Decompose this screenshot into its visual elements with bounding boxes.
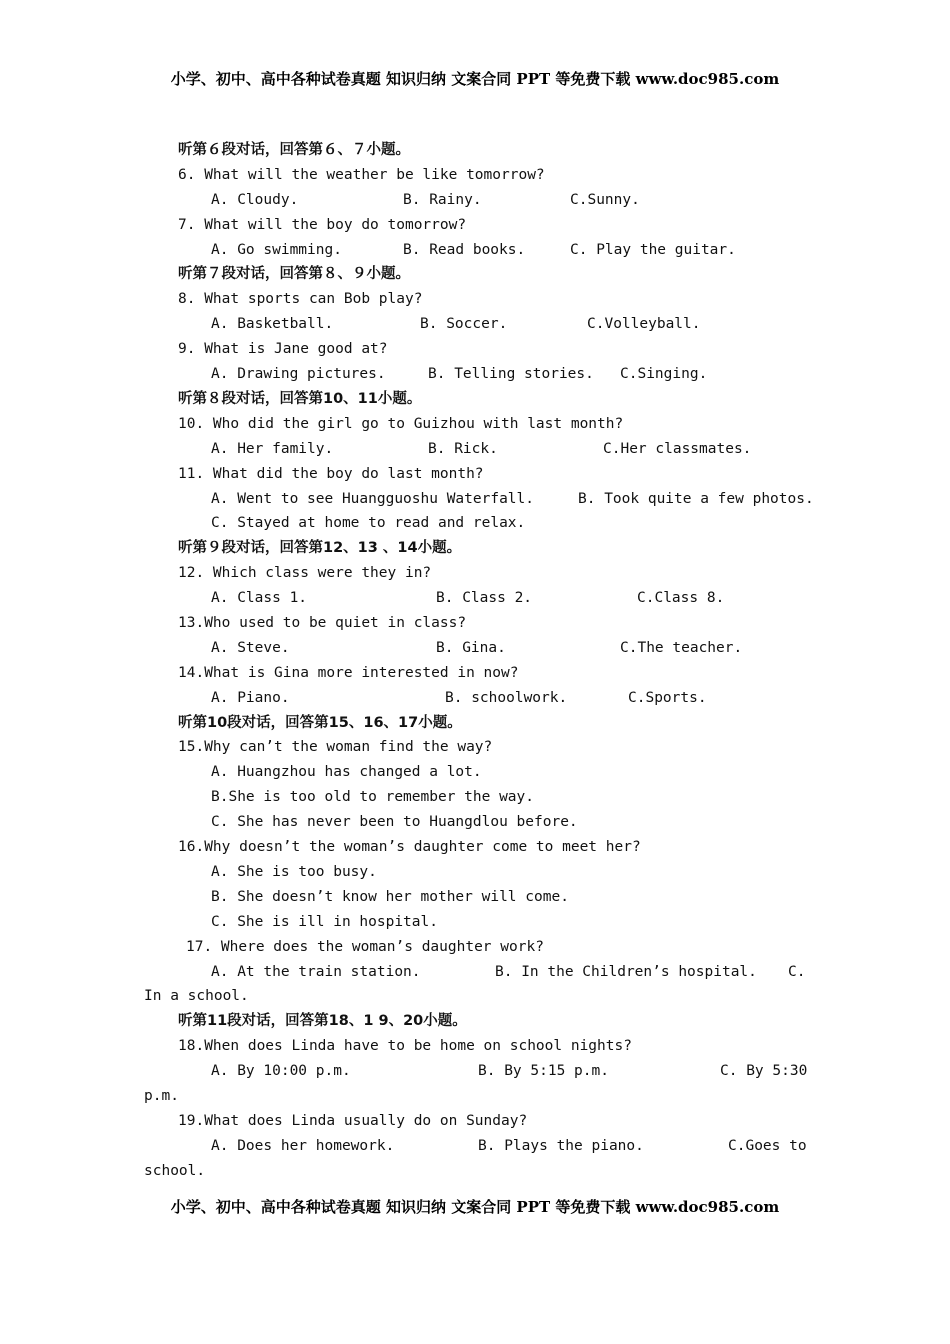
q9-option-a: A. Drawing pictures. [211,366,386,382]
q18-option-c-continued: p.m. [144,1088,179,1104]
q14-option-b: B. schoolwork. [445,690,568,706]
section-heading-9: 听第９段对话，回答第12、13 、14小题。 [178,540,462,556]
question-9: 9. What is Jane good at? [178,341,388,357]
q7-option-c: C. Play the guitar. [570,242,736,258]
page-header: 小学、初中、高中各种试卷真题 知识归纳 文案合同 PPT 等免费下载 www.doc985.com [170,70,780,88]
page-footer: 小学、初中、高中各种试卷真题 知识归纳 文案合同 PPT 等免费下载 www.doc985.com [170,1198,780,1216]
question-19: 19.What does Linda usually do on Sunday? [178,1113,528,1129]
question-12: 12. Which class were they in? [178,565,432,581]
question-10: 10. Who did the girl go to Guizhou with last month? [178,416,624,432]
question-11: 11. What did the boy do last month? [178,466,484,482]
q15-option-c: C. She has never been to Huangdlou before. [211,814,578,830]
q13-option-c: C.The teacher. [620,640,743,656]
question-13: 13.Who used to be quiet in class? [178,615,467,631]
q18-option-c: C. By 5:30 [720,1063,808,1079]
q7-option-b: B. Read books. [403,242,526,258]
question-14: 14.What is Gina more interested in now? [178,665,519,681]
q19-option-b: B. Plays the piano. [478,1138,644,1154]
q11-option-a: A. Went to see Huangguoshu Waterfall. [211,491,535,507]
q19-option-c: C.Goes to [728,1138,807,1154]
q15-option-b: B.She is too old to remember the way. [211,789,535,805]
section-heading-11: 听第11段对话，回答第18、1 9、20小题。 [178,1013,467,1029]
question-18: 18.When does Linda have to be home on school nights? [178,1038,632,1054]
q6-option-a: A. Cloudy. [211,192,299,208]
q12-option-c: C.Class 8. [637,590,725,606]
q8-option-b: B. Soccer. [420,316,508,332]
question-6: 6. What will the weather be like tomorrow? [178,167,545,183]
q19-option-a: A. Does her homework. [211,1138,395,1154]
q15-option-a: A. Huangzhou has changed a lot. [211,764,482,780]
q8-option-a: A. Basketball. [211,316,334,332]
q17-option-b: B. In the Children’s hospital. [495,964,757,980]
q9-option-b: B. Telling stories. [428,366,594,382]
section-heading-6: 听第６段对话，回答第６、７小题。 [178,142,410,158]
q16-option-c: C. She is ill in hospital. [211,914,438,930]
q10-option-c: C.Her classmates. [603,441,752,457]
q10-option-a: A. Her family. [211,441,334,457]
q18-option-a: A. By 10:00 p.m. [211,1063,351,1079]
section-heading-8: 听第８段对话，回答第10、11小题。 [178,391,422,407]
q14-option-a: A. Piano. [211,690,290,706]
question-17: 17. Where does the woman’s daughter work? [186,939,544,955]
q10-option-b: B. Rick. [428,441,498,457]
q11-option-c: C. Stayed at home to read and relax. [211,515,526,531]
question-16: 16.Why doesn’t the woman’s daughter come to meet her? [178,839,641,855]
question-8: 8. What sports can Bob play? [178,291,423,307]
q8-option-c: C.Volleyball. [587,316,701,332]
q9-option-c: C.Singing. [620,366,708,382]
q13-option-b: B. Gina. [436,640,506,656]
q19-option-c-continued: school. [144,1163,206,1179]
q13-option-a: A. Steve. [211,640,290,656]
q6-option-b: B. Rainy. [403,192,482,208]
q18-option-b: B. By 5:15 p.m. [478,1063,609,1079]
q11-option-b: B. Took quite a few photos. [578,491,814,507]
q17-option-c-continued: In a school. [144,988,249,1004]
q7-option-a: A. Go swimming. [211,242,342,258]
section-heading-7: 听第７段对话，回答第８、９小题。 [178,266,410,282]
question-15: 15.Why can’t the woman find the way? [178,739,493,755]
q12-option-b: B. Class 2. [436,590,533,606]
q17-option-a: A. At the train station. [211,964,421,980]
q16-option-b: B. She doesn’t know her mother will come. [211,889,569,905]
q17-option-c: C. [788,964,806,980]
section-heading-10: 听第10段对话，回答第15、16、17小题。 [178,715,462,731]
q16-option-a: A. She is too busy. [211,864,377,880]
q14-option-c: C.Sports. [628,690,707,706]
q6-option-c: C.Sunny. [570,192,640,208]
question-7: 7. What will the boy do tomorrow? [178,217,467,233]
q12-option-a: A. Class 1. [211,590,308,606]
